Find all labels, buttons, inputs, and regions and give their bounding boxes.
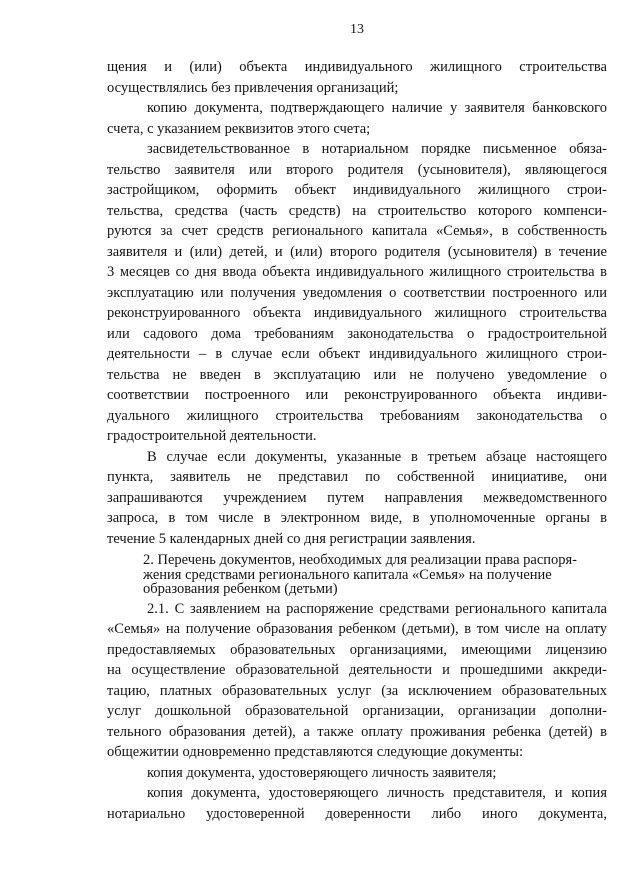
text-line: тельства не введен в эксплуатацию или не получено уведомление о xyxy=(107,366,607,383)
section-2-heading xyxy=(107,553,607,597)
text-line: или садового дома требованиям законодательства о градостроительной xyxy=(107,325,607,342)
page-number: 13 xyxy=(350,22,364,37)
text-line: «Семья» на получение образования ребенком (детьми), в том числе на оплату xyxy=(107,621,607,637)
heading-line: жения средствами регионального капитала «Семья» на получение xyxy=(143,566,552,583)
list-item-representative-id-copy xyxy=(107,783,607,824)
text-line: нотариально удостоверенной доверенности либо иного документа, xyxy=(107,805,607,822)
text-line: услуг дошкольной образовательной организации, организации дополни- xyxy=(107,703,607,719)
text-line: запрашиваются учреждением путем направления межведомственного xyxy=(107,489,607,506)
paragraph-notarized-obligation xyxy=(107,139,607,447)
text-line: дуального жилищного строительства требованиям законодательства о xyxy=(107,407,607,424)
text-line: деятельности – в случае если объект индивидуального жилищного строи- xyxy=(107,346,607,362)
text-line: предоставляемых образовательных организациями, имеющими лицензию xyxy=(107,641,607,658)
text-line: запроса, в том числе в электронном виде, в уполномоченные органы в xyxy=(107,510,607,526)
text-line: пункта, заявитель не представил по собственной инициативе, они xyxy=(107,469,607,485)
text-line: застройщиком, оформить объект индивидуального жилищного строи- xyxy=(107,182,607,198)
text-line: соответствии построенного или реконструированного объекта индиви- xyxy=(107,387,607,403)
paragraph-continuation xyxy=(107,57,607,98)
text-line: на осуществление образовательной деятельности и прошедшими аккреди- xyxy=(107,662,607,678)
text-line: копию документа, подтверждающего наличие у заявителя банковского xyxy=(147,100,607,116)
text-line: заявителя и (или) детей, и (или) второго родителя (усыновителя) в течение xyxy=(107,243,607,260)
text-line: тельство заявителя или второго родителя (усыновителя), являющегося xyxy=(107,161,607,178)
text-line: 2.1. С заявлением на распоряжение средствами регионального капитала xyxy=(147,600,607,617)
paragraph-section-2-1 xyxy=(107,599,607,763)
text-line: щения и (или) объекта индивидуального жилищного строительства xyxy=(107,59,607,75)
text-line: течение 5 календарных дней со дня регистрации заявления. xyxy=(107,530,476,547)
text-line: реконструированного объекта индивидуального жилищного строительства xyxy=(107,305,607,321)
text-line: копия документа, удостоверяющего личность заявителя; xyxy=(147,764,497,781)
heading-line: образования ребенком (детьми) xyxy=(143,581,338,597)
text-line: общежитии одновременно представляются следующие документы: xyxy=(107,744,524,760)
heading-line: 2. Перечень документов, необходимых для реализации права распоря- xyxy=(143,552,578,568)
text-line: градостроительной деятельности. xyxy=(107,428,317,444)
paragraph-bank-account-copy xyxy=(107,98,607,139)
text-line: тельства, средства (часть средств) на строительство которого компенси- xyxy=(107,202,607,219)
text-line: копия документа, удостоверяющего личность представителя, и копия xyxy=(147,785,607,801)
text-line: засвидетельствованное в нотариальном порядке письменное обяза- xyxy=(147,141,607,157)
text-line: эксплуатацию или получения уведомления о соответствии построенного или xyxy=(107,284,607,301)
text-line: тацию, платных образовательных услуг (за исключением образовательных xyxy=(107,682,607,699)
text-line: счета, с указанием реквизитов этого счета; xyxy=(107,120,371,137)
text-line: тельного образования детей), а также оплату проживания ребенка (детей) в xyxy=(107,723,607,740)
list-item-applicant-id-copy xyxy=(107,763,607,784)
text-line: 3 месяцев со дня ввода объекта индивидуального жилищного строительства в xyxy=(107,264,607,280)
document-body xyxy=(107,57,607,824)
paragraph-interagency-request xyxy=(107,447,607,550)
text-line: В случае если документы, указанные в третьем абзаце настоящего xyxy=(147,448,607,465)
text-line: руются за счет средств регионального капитала «Семья», в собственность xyxy=(107,223,607,239)
text-line: осуществлялись без привлечения организаций; xyxy=(107,79,399,96)
